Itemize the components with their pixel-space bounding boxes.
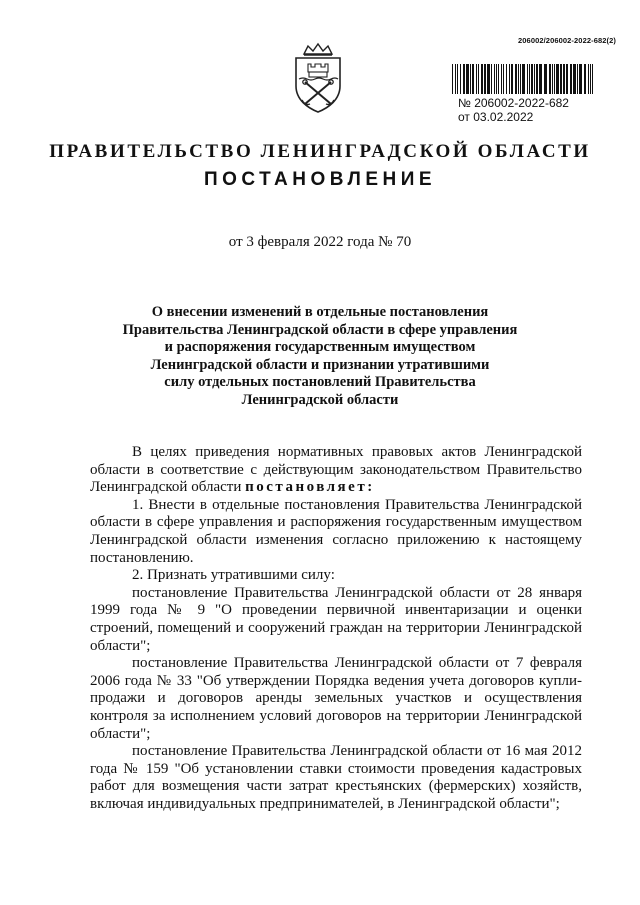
item-1: 1. Внести в отдельные постановления Правительства Ленинградской области в сфере управления и распоряжения государственным имуществом Ленинградской области изменения согласно приложению к настоящему постановлению.: [90, 496, 582, 566]
title-line: О внесении изменений в отдельные постановления: [151, 304, 489, 320]
barcode-bar: [544, 64, 547, 94]
barcode-bar: [494, 64, 495, 94]
barcode-bar: [556, 64, 559, 94]
intro-paragraph: [90, 444, 582, 497]
barcode-bar: [472, 64, 474, 94]
barcode-bar: [570, 64, 572, 94]
barcode-bar: [503, 64, 504, 94]
organization-name: ПРАВИТЕЛЬСТВО ЛЕНИНГРАДСКОЙ ОБЛАСТИ: [49, 141, 591, 162]
barcode-bar: [518, 64, 519, 94]
barcode-bar: [560, 64, 562, 94]
barcode-bar: [522, 64, 525, 94]
title-line: Ленинградской области: [241, 391, 399, 408]
barcode-bar: [478, 64, 479, 94]
barcode-bar: [491, 64, 492, 94]
barcode-bar: [590, 64, 591, 94]
barcode-bar: [536, 64, 538, 94]
item-2-resolution-b: постановление Правительства Ленинградской области от 7 февраля 2006 года № 33 "Об утверждении Порядка ведения учета договоров купли-продажи и договоров аренды земельных участков и осуществления контроля за исполнением условий договоров на территории Ленинградской области";: [90, 655, 582, 742]
barcode-bar: [588, 64, 589, 94]
barcode-bar: [481, 64, 483, 94]
title-line: и распоряжения государственным имуществом: [164, 339, 476, 355]
barcode-bar: [573, 64, 576, 94]
barcode-bar: [498, 64, 499, 94]
barcode-bar: [577, 64, 578, 94]
barcode-bar: [549, 64, 551, 94]
barcode-bar: [579, 64, 582, 94]
barcode-bar: [509, 64, 510, 94]
barcode-bar: [506, 64, 507, 94]
barcode-bar: [455, 64, 456, 94]
intro-text: В целях приведения нормативных правовых актов Ленинградской области в соответствие с действующим законодательством Правительство Ленинградской области: [90, 444, 582, 496]
title-line: Правительства Ленинградской области в сфере управления: [122, 321, 518, 338]
registration-date: от 03.02.2022: [458, 110, 534, 124]
barcode-bar: [487, 64, 490, 94]
barcode-bar: [527, 64, 528, 94]
barcode-bar: [552, 64, 553, 94]
barcode-icon: [452, 64, 594, 94]
barcode-bar: [584, 64, 586, 94]
barcode-bar: [534, 64, 535, 94]
barcode-bar: [484, 64, 486, 94]
barcode-bar: [460, 64, 461, 94]
barcode-bar: [463, 64, 465, 94]
barcode-bar: [566, 64, 568, 94]
document-body: [90, 444, 582, 813]
title-line: силу отдельных постановлений Правительства: [164, 374, 476, 390]
document-type: ПОСТАНОВЛЕНИЕ: [203, 169, 437, 190]
barcode-bar: [539, 64, 542, 94]
barcode-bar: [511, 64, 513, 94]
item-2: 2. Признать утратившими силу:: [132, 567, 335, 584]
barcode-bar: [457, 64, 458, 94]
barcode-bar: [529, 64, 530, 94]
barcode-bar: [501, 64, 502, 94]
barcode-bar: [592, 64, 593, 94]
barcode-bar: [466, 64, 469, 94]
barcode-bar: [554, 64, 555, 94]
document-title: [100, 304, 540, 409]
registration-block: [458, 96, 569, 124]
barcode-bar: [563, 64, 565, 94]
intro-verb: постановляет:: [245, 479, 375, 496]
barcode-bar: [452, 64, 453, 94]
barcode-bar: [520, 64, 521, 94]
item-2-resolution-c: постановление Правительства Ленинградской области от 16 мая 2012 года № 159 "Об установлении ставки стоимости проведения кадастровых работ для возмещения части затрат крестьянских (фермерских) хозяйств, включая индивидуальных предпринимателей, в Ленинградской области";: [90, 743, 582, 812]
barcode-bar: [531, 64, 533, 94]
barcode-bar: [470, 64, 471, 94]
registration-code: 206002/206002-2022-682(2): [518, 36, 616, 45]
barcode-bar: [496, 64, 497, 94]
coat-of-arms-icon: [290, 42, 346, 114]
title-line: Ленинградской области и признании утратившими: [150, 356, 490, 373]
barcode-bar: [476, 64, 477, 94]
document-date-number: от 3 февраля 2022 года № 70: [228, 234, 412, 250]
item-2-resolution-a: постановление Правительства Ленинградской области от 28 января 1999 года № 9 "О проведении первичной инвентаризации и оценки строений, помещений и сооружений граждан на территории Ленинградской области";: [90, 584, 582, 654]
registration-number: № 206002-2022-682: [458, 96, 569, 110]
barcode-bar: [515, 64, 517, 94]
